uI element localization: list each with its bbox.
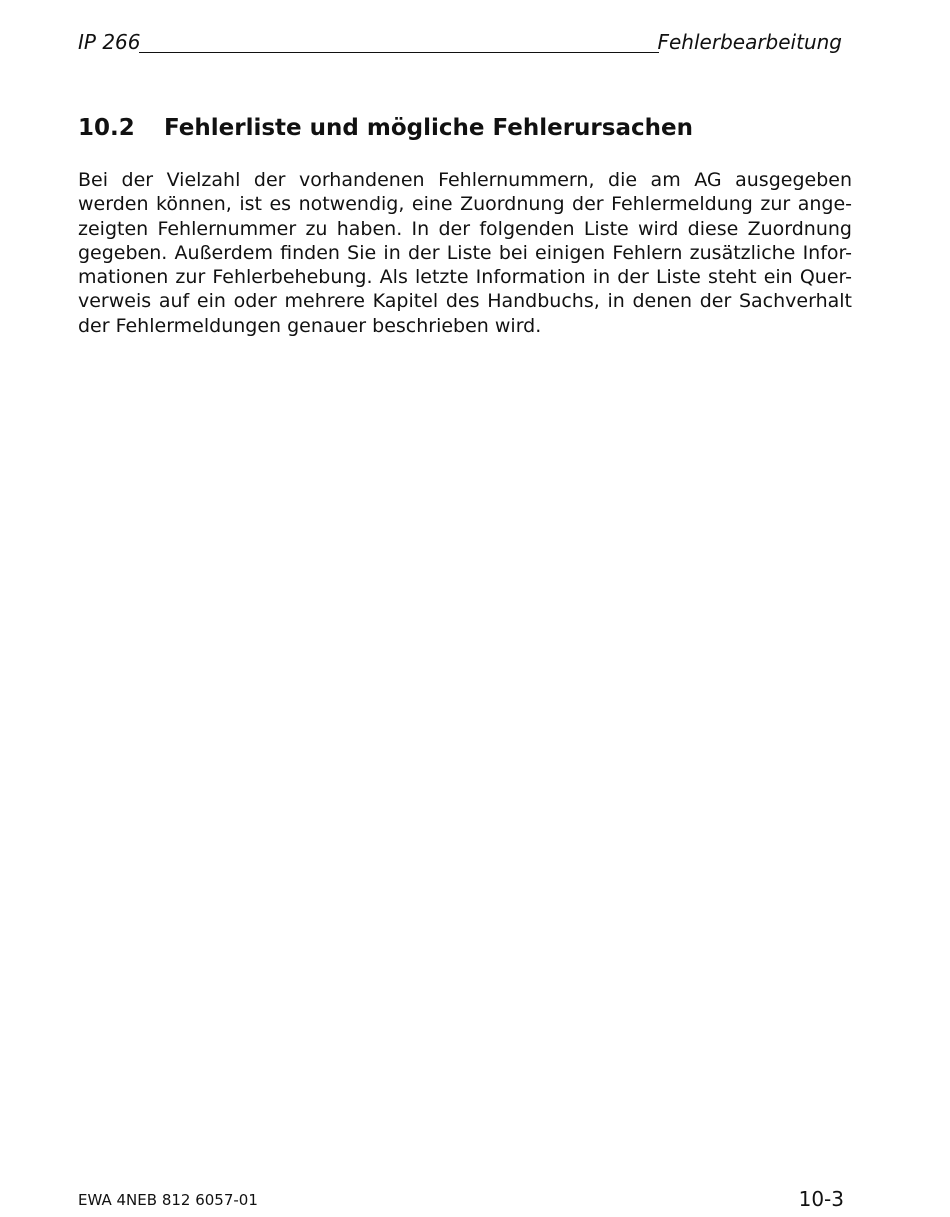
body-paragraph xyxy=(78,168,852,338)
header-chapter-title: Fehlerbearbeitung xyxy=(657,30,842,54)
footer-order-number: EWA 4NEB 812 6057-01 xyxy=(78,1191,258,1209)
body-line: werden können, ist es notwendig, eine Zuordnung der Fehlermeldung zur ange- xyxy=(78,193,852,216)
page-number: 10-3 xyxy=(798,1187,844,1211)
section-number: 10.2 xyxy=(78,115,135,141)
header-document-id: IP 266 xyxy=(78,30,141,54)
body-line: zeigten Fehlernummer zu haben. In der folgenden Liste wird diese Zuordnung xyxy=(78,217,852,240)
body-line: verweis auf ein oder mehrere Kapitel des Handbuchs, in denen der Sachverhalt xyxy=(78,290,852,313)
body-line: der Fehlermeldungen genauer beschrieben wird. xyxy=(78,314,542,337)
body-line: Bei der Vielzahl der vorhandenen Fehlernummern, die am AG ausgegeben xyxy=(78,169,852,191)
section-title: Fehlerliste und mögliche Fehlerursachen xyxy=(164,115,693,141)
header-rule xyxy=(139,52,659,53)
body-line: gegeben. Außerdem finden Sie in der Liste bei einigen Fehlern zusätzliche Infor- xyxy=(78,241,852,264)
body-line: mationen zur Fehlerbehebung. Als letzte Information in der Liste steht ein Quer- xyxy=(78,266,852,289)
section-heading xyxy=(78,113,693,143)
